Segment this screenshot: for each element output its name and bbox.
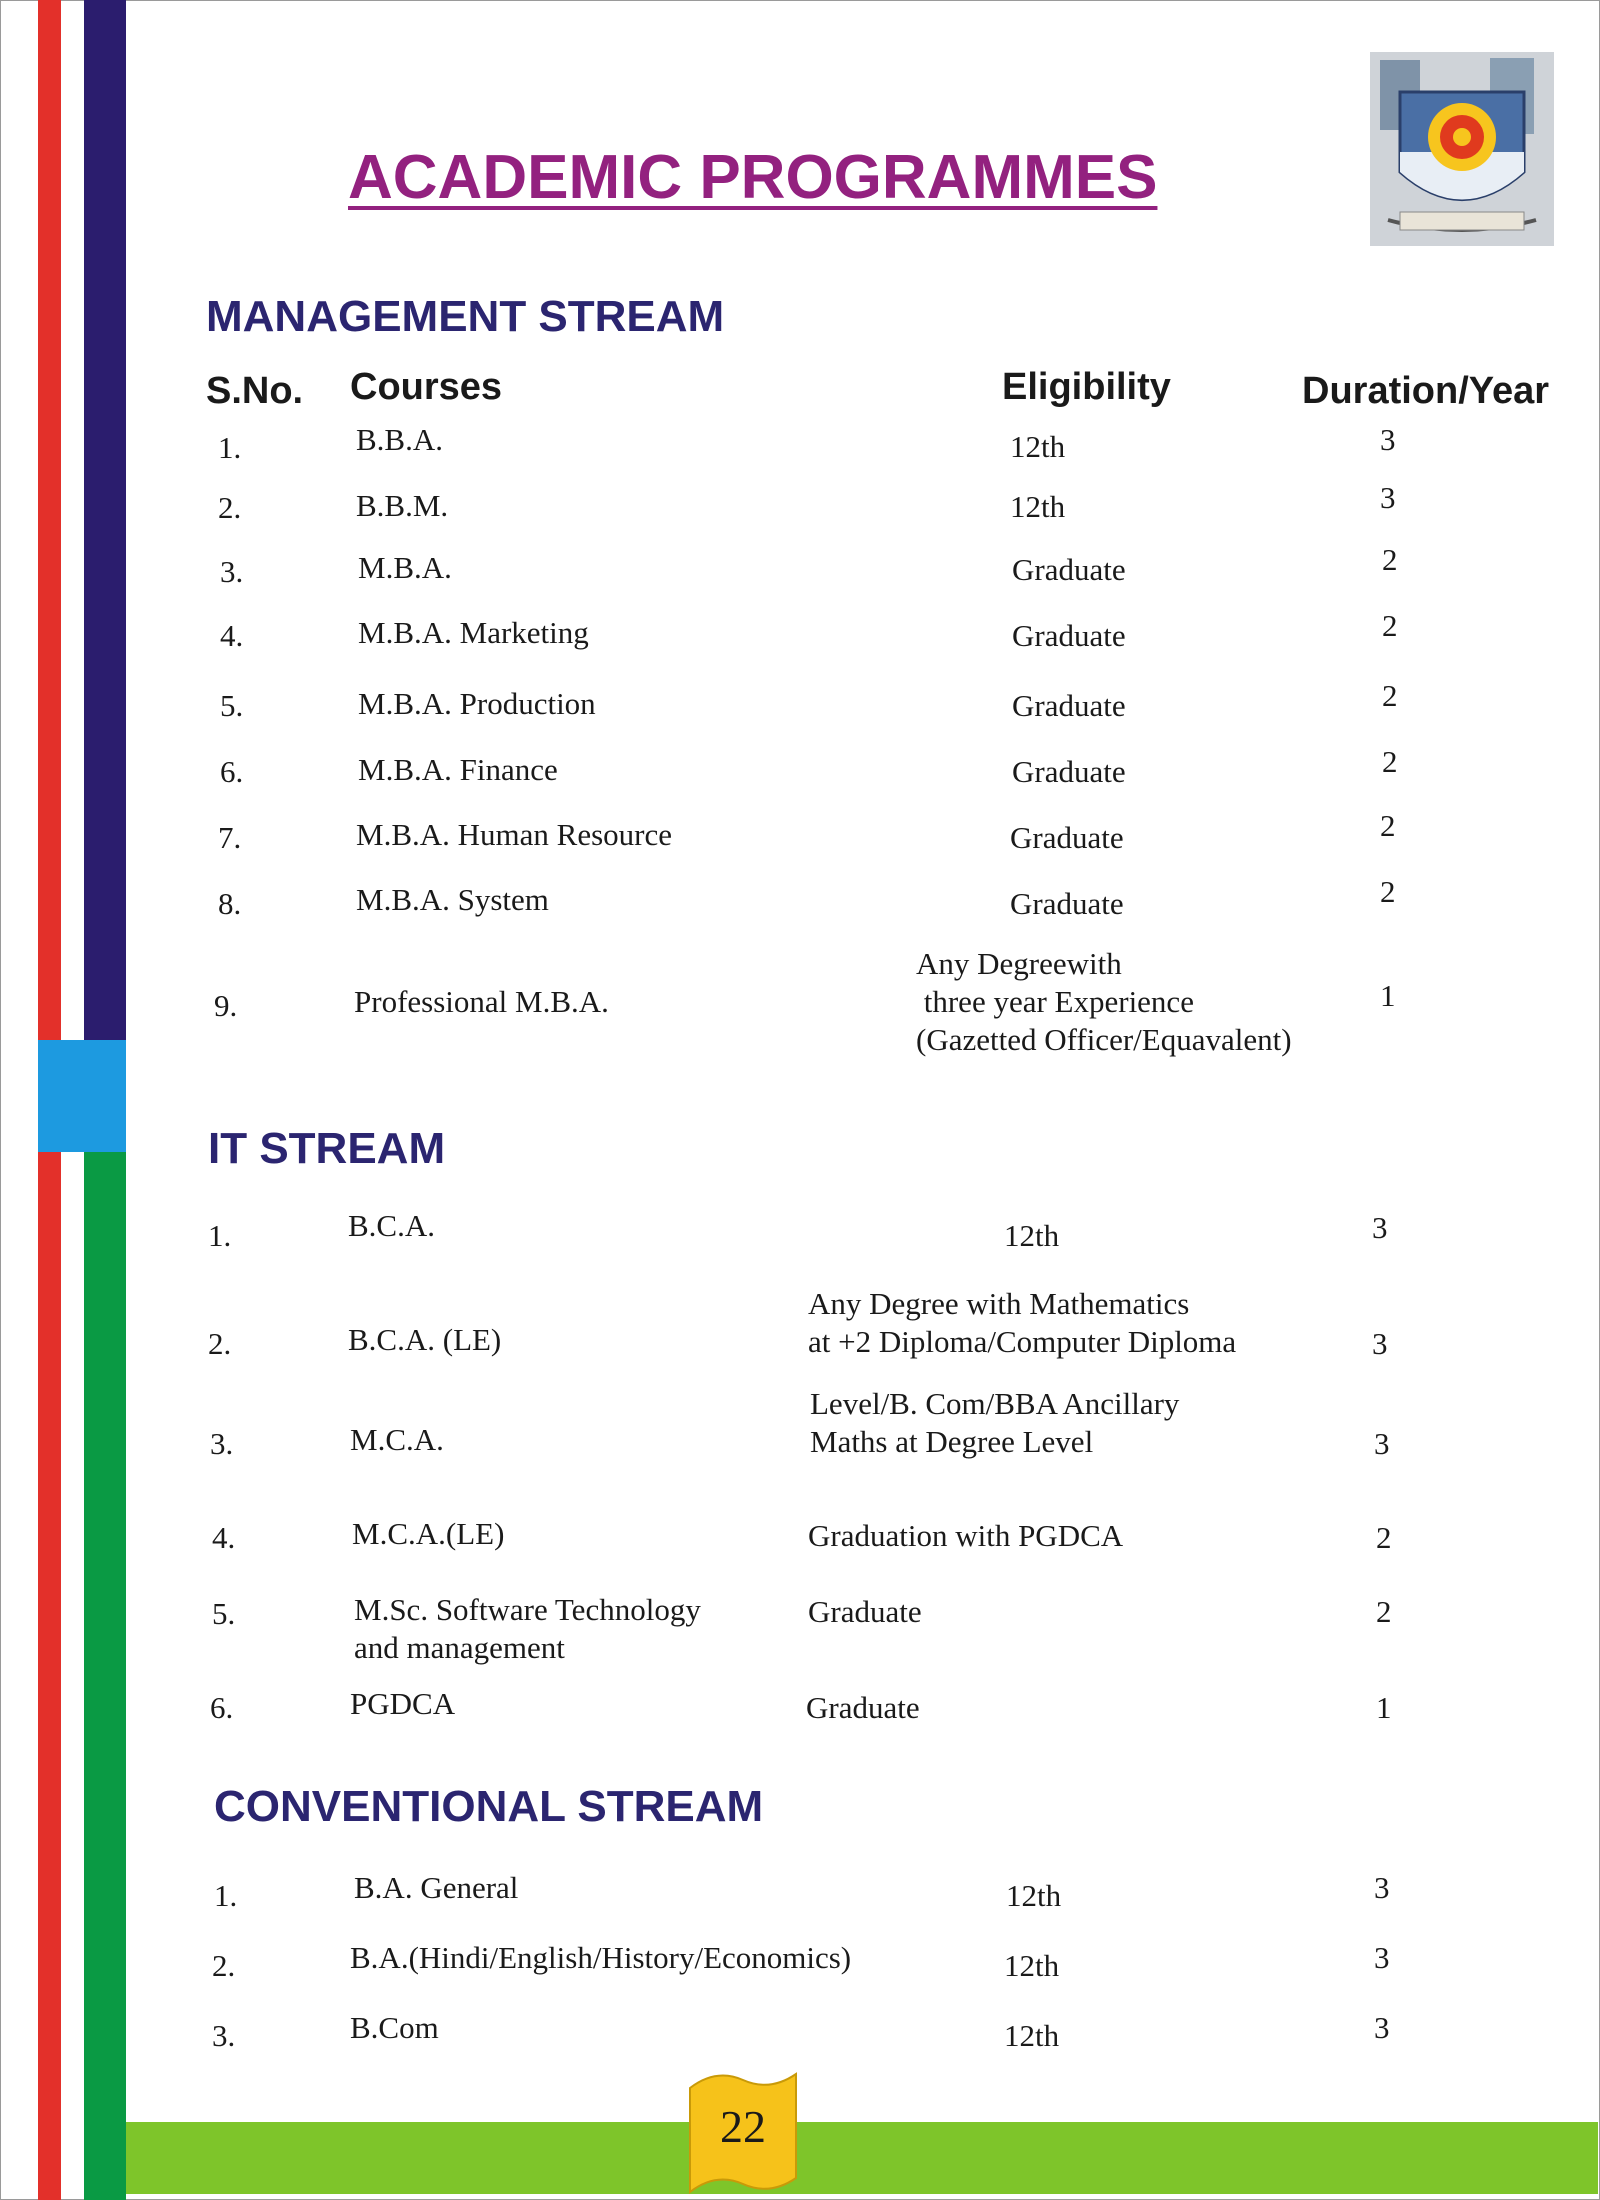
table-row-course: M.C.A.(LE): [352, 1516, 505, 1551]
table-row-eligibility: 12th: [1010, 489, 1066, 524]
table-row-sno: 4.: [212, 1520, 236, 1555]
table-row-course: B.A.(Hindi/English/History/Economics): [350, 1940, 852, 1975]
column-header-courses: Courses: [350, 366, 503, 408]
table-row-sno: 6.: [220, 754, 244, 789]
table-row-duration: 2: [1382, 542, 1398, 577]
table-row-duration: 2: [1376, 1520, 1392, 1555]
table-row-course-line: M.Sc. Software Technology: [354, 1592, 701, 1627]
table-row-duration: 3: [1372, 1210, 1388, 1245]
blue-block: [38, 1040, 126, 1152]
table-row-sno: 3.: [212, 2018, 236, 2053]
table-row-duration: 3: [1380, 422, 1396, 457]
table-row-duration: 3: [1380, 480, 1396, 515]
table-row-duration: 1: [1376, 1690, 1392, 1725]
it-stream-heading: IT STREAM: [208, 1124, 446, 1173]
table-row-sno: 2.: [208, 1326, 232, 1361]
table-row-eligibility-line: Level/B. Com/BBA Ancillary: [810, 1386, 1180, 1421]
table-row-sno: 4.: [220, 618, 244, 653]
table-row-duration: 2: [1376, 1594, 1392, 1629]
table-row-course: M.B.A. Human Resource: [356, 817, 672, 852]
table-row-eligibility-line: three year Experience: [916, 984, 1194, 1019]
table-row-duration: 2: [1382, 678, 1398, 713]
table-row-eligibility: Graduate: [1010, 820, 1124, 855]
table-row-course: M.B.A. System: [356, 882, 549, 917]
table-row-eligibility: 12th: [1006, 1878, 1062, 1913]
table-row-eligibility-line: (Gazetted Officer/Equavalent): [916, 1022, 1292, 1057]
table-row-eligibility: Graduation with PGDCA: [808, 1518, 1124, 1553]
table-row-eligibility: Graduate: [1012, 754, 1126, 789]
table-row-duration: 3: [1374, 1426, 1390, 1461]
table-row-course: M.B.A. Production: [358, 686, 596, 721]
table-row-course: B.C.A.: [348, 1208, 435, 1243]
table-row-sno: 5.: [220, 688, 244, 723]
table-row-course: M.B.A.: [358, 550, 452, 585]
table-row-eligibility-line: Any Degree with Mathematics: [808, 1286, 1190, 1321]
table-row-sno: 6.: [210, 1690, 234, 1725]
table-row-course: M.B.A. Finance: [358, 752, 558, 787]
table-row-eligibility: Graduate: [808, 1594, 922, 1629]
management-stream-heading: MANAGEMENT STREAM: [206, 292, 725, 341]
table-row-duration: 3: [1374, 1870, 1390, 1905]
table-row-sno: 2.: [218, 490, 242, 525]
table-row-sno: 3.: [220, 554, 244, 589]
table-row-sno: 1.: [214, 1878, 238, 1913]
table-row-sno: 1.: [218, 430, 242, 465]
table-row-eligibility: 12th: [1004, 1218, 1060, 1253]
green-stripe: [84, 1152, 126, 2200]
page-title: ACADEMIC PROGRAMMES: [348, 143, 1158, 212]
table-row-sno: 2.: [212, 1948, 236, 1983]
page-number: 22: [720, 2101, 766, 2152]
table-row-duration: 2: [1380, 808, 1396, 843]
table-row-sno: 9.: [214, 988, 238, 1023]
table-row-duration: 2: [1382, 744, 1398, 779]
table-row-course: M.B.A. Marketing: [358, 615, 589, 650]
table-row-duration: 3: [1374, 2010, 1390, 2045]
navy-stripe: [84, 0, 126, 1040]
table-row-course-line: and management: [354, 1630, 565, 1665]
table-row-eligibility: Graduate: [1012, 552, 1126, 587]
table-row-duration: 3: [1374, 1940, 1390, 1975]
table-row-eligibility: Graduate: [1012, 688, 1126, 723]
table-row-eligibility: 12th: [1004, 2018, 1060, 2053]
table-row-course: B.A. General: [354, 1870, 519, 1905]
table-row-sno: 3.: [210, 1426, 234, 1461]
table-row-course: M.C.A.: [350, 1422, 444, 1457]
table-row-eligibility-line: Any Degreewith: [916, 946, 1122, 981]
column-header-duration: Duration/Year: [1302, 370, 1550, 412]
footer-bar: [126, 2122, 1598, 2194]
table-row-sno: 1.: [208, 1218, 232, 1253]
table-row-eligibility: 12th: [1004, 1948, 1060, 1983]
table-row-course: B.B.M.: [356, 488, 449, 523]
table-row-sno: 7.: [218, 820, 242, 855]
table-row-course: B.B.A.: [356, 422, 443, 457]
table-row-sno: 8.: [218, 886, 242, 921]
table-row-duration: 2: [1382, 608, 1398, 643]
table-row-duration: 1: [1380, 978, 1396, 1013]
table-row-eligibility: Graduate: [1010, 886, 1124, 921]
table-row-eligibility-line: Maths at Degree Level: [810, 1424, 1094, 1459]
conventional-stream-heading: CONVENTIONAL STREAM: [214, 1782, 764, 1831]
table-row-duration: 2: [1380, 874, 1396, 909]
column-header-sno: S.No.: [206, 370, 304, 412]
table-row-eligibility: Graduate: [1012, 618, 1126, 653]
table-row-course: Professional M.B.A.: [354, 984, 609, 1019]
table-row-duration: 3: [1372, 1326, 1388, 1361]
table-row-eligibility-line: at +2 Diploma/Computer Diploma: [808, 1324, 1237, 1359]
table-row-course: B.C.A. (LE): [348, 1322, 502, 1357]
university-emblem-logo: [1370, 52, 1554, 246]
table-row-course: PGDCA: [350, 1686, 456, 1721]
column-header-eligibility: Eligibility: [1002, 366, 1171, 408]
table-row-eligibility: 12th: [1010, 429, 1066, 464]
table-row-sno: 5.: [212, 1596, 236, 1631]
table-row-course: B.Com: [350, 2010, 439, 2045]
table-row-eligibility: Graduate: [806, 1690, 920, 1725]
